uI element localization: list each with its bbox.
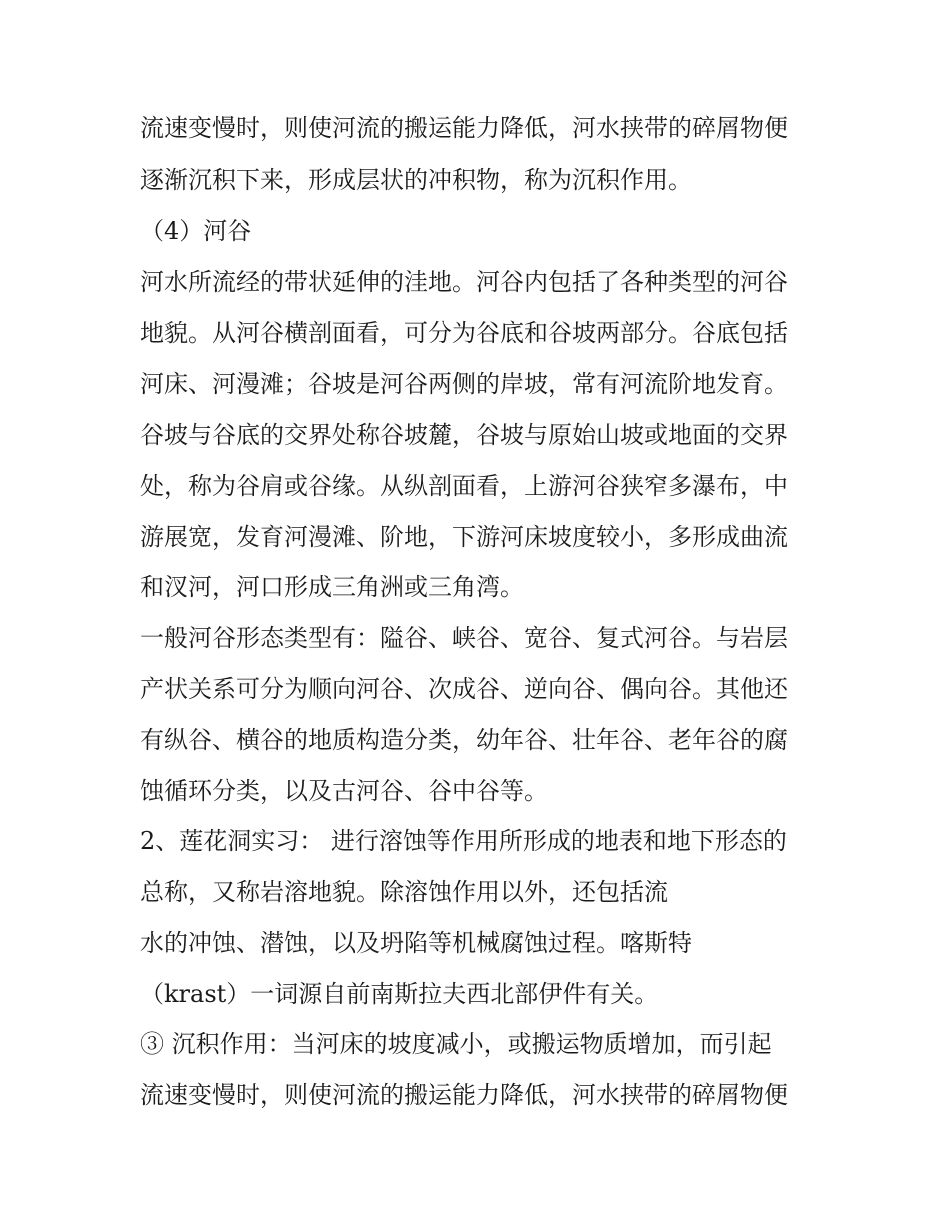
text-line: （krast）一词源自前南斯拉夫西北部伊件有关。 [140, 980, 659, 1008]
text-line: 2、莲花洞实习： 进行溶蚀等作用所形成的地表和地下形态的 [140, 827, 787, 855]
text-line: 处，称为谷肩或谷缘。从纵剖面看，上游河谷狭窄多瀑布，中 [140, 472, 788, 500]
text-line: 蚀循环分类，以及古河谷、谷中谷等。 [140, 777, 548, 805]
text-line: 水的冲蚀、潜蚀，以及坍陷等机械腐蚀过程。喀斯特 [140, 929, 692, 957]
section-heading: （4）河谷 [140, 217, 252, 245]
text-line: 有纵谷、横谷的地质构造分类，幼年谷、壮年谷、老年谷的腐 [140, 726, 788, 754]
text-line: 逐渐沉积下来，形成层状的冲积物，称为沉积作用。 [140, 166, 692, 194]
text-line: 流速变慢时，则使河流的搬运能力降低，河水挟带的碎屑物便 [140, 1081, 788, 1109]
text-line: 一般河谷形态类型有：隘谷、峡谷、宽谷、复式河谷。与岩层 [140, 624, 788, 652]
text-line: 河床、河漫滩；谷坡是河谷两侧的岸坡，常有河流阶地发育。 [140, 370, 788, 398]
text-line: 总称，又称岩溶地貌。除溶蚀作用以外，还包括流 [140, 878, 668, 906]
text-line: 流速变慢时，则使河流的搬运能力降低，河水挟带的碎屑物便 [140, 114, 788, 142]
text-line: 河水所流经的带状延伸的洼地。河谷内包括了各种类型的河谷 [140, 268, 788, 296]
text-line: 谷坡与谷底的交界处称谷坡麓，谷坡与原始山坡或地面的交界 [140, 421, 788, 449]
text-line: 和汊河，河口形成三角洲或三角湾。 [140, 573, 524, 601]
text-line: ③ 沉积作用：当河床的坡度减小，或搬运物质增加，而引起 [140, 1030, 772, 1058]
text-line: 游展宽，发育河漫滩、阶地，下游河床坡度较小，多形成曲流 [140, 523, 788, 551]
text-line: 地貌。从河谷横剖面看，可分为谷底和谷坡两部分。谷底包括 [140, 319, 788, 347]
text-line: 产状关系可分为顺向河谷、次成谷、逆向谷、偶向谷。其他还 [140, 675, 788, 703]
